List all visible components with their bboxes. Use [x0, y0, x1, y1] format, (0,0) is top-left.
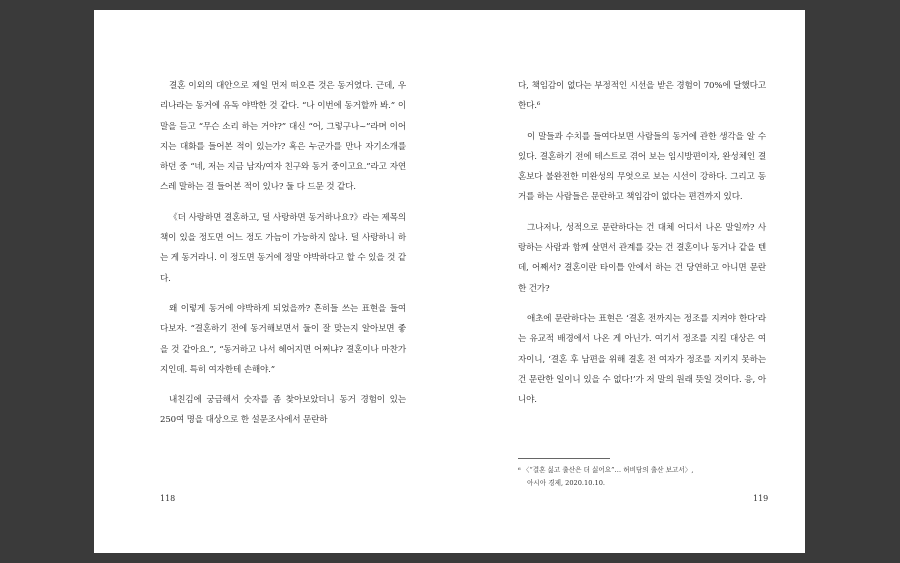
footnote-divider	[518, 458, 610, 459]
right-page	[450, 10, 805, 553]
paragraph: 이 말들과 수치를 들여다보면 사람들의 동거에 관한 생각을 알 수 있다. 결혼하기 전에 테스트로 겪어 보는 임시방편이자, 완성체인 결혼보다 불완전한 미완성의 무엇으로 보는 시선이 강하다. 그리고 동거를 하는 사람들은 문란하고 책임감이 없다는 편견까지 있다.	[518, 131, 766, 203]
paragraph: 내친김에 궁금해서 숫자를 좀 찾아보았더니 동거 경험이 있는 250여 명을 대상으로 한 설문조사에서 문란하	[160, 395, 406, 426]
left-page-body	[160, 76, 406, 441]
paragraph: 《더 사랑하면 결혼하고, 덜 사랑하면 동거하나요?》라는 제목의 책이 있을 정도면 어느 정도 가늠이 가능하지 않나. 덜 사랑하니 하는 게 동거라니. 이 정도면 동거에 정말 야박하다고 할 수 있을 것 같다.	[160, 212, 406, 284]
paragraph: 다, 책임감이 없다는 부정적인 시선을 받은 경험이 70%에 달했다고 한다.⁶	[518, 81, 766, 112]
page-number: 119	[753, 494, 769, 503]
footnote-line: 아시아 경제, 2020.10.10.	[527, 479, 605, 487]
page-number: 118	[160, 494, 176, 503]
paragraph: 결혼 이외의 대안으로 제일 먼저 떠오른 것은 동거였다. 근데, 우리나라는 동거에 유독 야박한 것 같다. “나 이번에 동거할까 봐.” 이 말을 듣고 “무슨 소리 하는 거야?” 대신 “어, 그렇구나~”라며 이어지는 대화를 들어본 적이 있는가? 혹은 누군가를 만나 자기소개를 하던 중 “네, 저는 지금 남자/여자 친구와 동거 중이고요.”라고 자연스레 말하는 걸 들어본 적이 있나? 둘 다 드문 것 같다.	[160, 81, 406, 193]
book-spread	[94, 10, 805, 553]
left-page	[94, 10, 449, 553]
paragraph: 왜 이렇게 동거에 야박하게 되었을까? 흔히들 쓰는 표현을 들여다보자. “결혼하기 전에 동거해보면서 둘이 잘 맞는지 알아보면 좋을 것 같아요.”, “동거하고 나서 헤어지면 어쩌냐? 결혼이나 마찬가지인데. 특히 여자한테 손해야.”	[160, 303, 406, 375]
right-page-body	[518, 76, 766, 420]
footnote	[518, 464, 768, 490]
paragraph: 그나저나, 성적으로 문란하다는 건 대체 어디서 나온 말일까? 사랑하는 사람과 함께 살면서 관계를 갖는 건 결혼이나 동거나 같을 텐데, 어째서? 결혼이란 타이틀 안에서 하는 건 당연하고 아니면 문란한 건가?	[518, 222, 766, 294]
footnote-line: ⁶ 〈“결혼 싫고 출산은 더 싫어요”… 허비담의 출산 보고서〉,	[518, 466, 694, 474]
paragraph: 애초에 문란하다는 표현은 ‘결혼 전까지는 정조를 지켜야 한다’라는 유교적 배경에서 나온 게 아닌가. 여기서 정조를 지킬 대상은 여자이니, ‘결혼 후 남편을 위해 결혼 전 여자가 정조를 지키지 못하는 건 문란한 일이니 있을 수 없다!’가 저 말의 원래 뜻일 것이다. 응, 아니야.	[518, 313, 766, 406]
